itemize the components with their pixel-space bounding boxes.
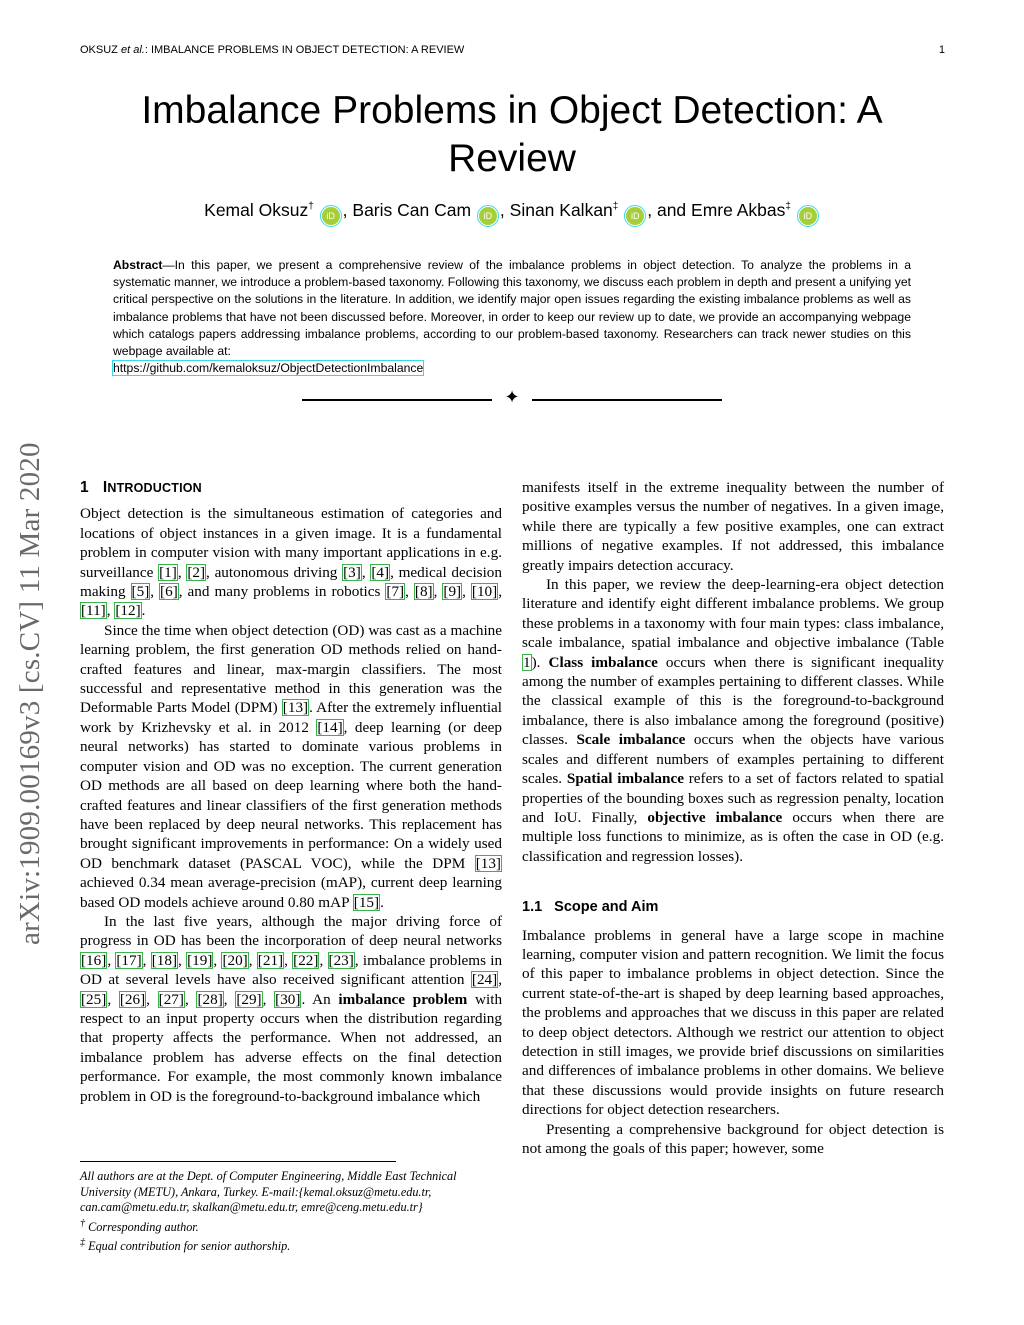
citation-link[interactable]: [5] — [131, 583, 150, 601]
citation-link[interactable]: [13] — [475, 854, 501, 872]
citation-link[interactable]: [9] — [443, 583, 462, 601]
citation-link[interactable]: [11] — [81, 602, 106, 620]
intro-paragraph-4: In this paper, we review the deep-learning-era object detection literature and identify eight different imbalance problems. We group these problems in a taxonomy with four main types: class imbalance, scale imbalance, spatial imbalance and objective imbalance (Table 1). Class imbalance occurs when there is significant inequality among the number of examples pertaining to different classes. While the classical example of this is the foreground-to-background imbalance, there is also imbalance among the foreground (positive) classes. Scale imbalance occurs when the objects have various scales and different numbers of examples pertaining to different scales. Spatial imbalance refers to a set of factors related to spatial properties of the bounding boxes such as regression penalty, location and IoU. Finally, objective imbalance occurs when there are multiple loss functions to minimize, as is often the case in OD (e.g. classification and regression losses). — [522, 576, 945, 865]
author-name: Baris Can Cam — [352, 200, 472, 220]
citation-link[interactable]: [24] — [471, 971, 498, 989]
footnote-equal-contribution: ‡ Equal contribution for senior authorship. — [80, 1237, 291, 1254]
citation-link[interactable]: [1] — [159, 563, 177, 581]
scope-paragraph-2: Presenting a comprehensive background for object detection is not among the goals of this paper; however, some — [522, 1120, 944, 1157]
orcid-icon[interactable]: iD — [322, 207, 340, 225]
author-name: Sinan Kalkan — [509, 200, 613, 220]
orcid-icon[interactable]: iD — [799, 207, 817, 225]
citation-link[interactable]: [29] — [236, 990, 262, 1008]
author-separator: , and — [647, 200, 692, 220]
page-number: 1 — [938, 44, 945, 56]
running-title: OKSUZ et al.: IMBALANCE PROBLEMS IN OBJECT DETECTION: A REVIEW — [80, 44, 465, 56]
citation-link[interactable]: [27] — [158, 990, 184, 1008]
intro-paragraph-1: Object detection is the simultaneous estimation of categories and locations of object instances in a given image. It is a fundamental problem in computer vision with many important applications in e.g. surveillance [1], [2], autonomous driving [3], [4], medical decision making [5], [6], and many problems in robotics [7], [8], [9], [10], [11], [12]. — [80, 505, 503, 620]
citation-link[interactable]: [20] — [222, 951, 248, 969]
abstract-separator — [302, 387, 722, 410]
citation-link[interactable]: [22] — [293, 951, 319, 969]
citation-link[interactable]: [30] — [275, 990, 301, 1008]
intro-paragraph-2: Since the time when object detection (OD) was cast as a machine learning problem, the first generation OD methods relied on hand-crafted features and linear, max-margin classifiers. The most successful and representative method in this generation was the Deformable Parts Model (DPM) [13]. After the extremely influential work by Krizhevsky et al. in 2012 [14], deep learning (or deep neural networks) has started to dominate various problems in computer vision and OD was no exception. The current generation OD methods are all based on deep learning where both the hand-crafted features and linear classifiers of the first generation methods have been replaced by deep neural networks. This replacement has brought significant improvements in performance: On a widely used OD benchmark dataset (PASCAL VOC), while the DPM [13] achieved 0.34 mean average-precision (mAP), current deep learning based OD models achieve around 0.80 mAP [15]. — [80, 621, 502, 911]
separator-diamond-icon: ✦ — [504, 387, 520, 407]
citation-link[interactable]: [7] — [386, 583, 405, 601]
citation-link[interactable]: [12] — [115, 602, 141, 620]
citation-link[interactable]: [3] — [343, 563, 361, 581]
citation-link[interactable]: [19] — [187, 951, 213, 969]
intro-paragraph-3: In the last five years, although the major driving force of progress in OD has been the incorporation of deep neural networks [16], [17], [18], [19], [20], [21], [22], [23], imbalance problems in OD at several levels have also received significant attention [24], [25], [26], [27], [28], [29], [30]. An imbalance problem with respect to an input property occurs when the distribution regarding that property affects the performance. When not addressed, an imbalance problem has adverse effects on the final detection performance. For example, the most commonly known imbalance problem in OD is the foreground-to-background imbalance which — [80, 912, 503, 1105]
citation-link[interactable]: [13] — [282, 699, 309, 717]
footnote-affiliation: All authors are at the Dept. of Computer Engineering, Middle East Technical University (METU), Ankara, Turkey. E-mail:{kemal.oksuz@metu.edu.tr, can.cam@metu.edu.tr, skalkan@metu.edu.tr, emre@ceng.metu.edu.tr} — [80, 1169, 457, 1215]
table-reference-link[interactable]: 1 — [523, 653, 531, 671]
column-right — [522, 478, 944, 1158]
citation-link[interactable]: [10] — [471, 583, 498, 601]
author-name: Emre Akbas — [691, 200, 786, 220]
citation-link[interactable]: [16] — [81, 951, 107, 969]
citation-link[interactable]: [23] — [328, 951, 354, 969]
footnote-corresponding: † Corresponding author. — [80, 1217, 199, 1234]
intro-paragraph-3-continued: manifests itself in the extreme inequality between the number of positive examples versus the number of negatives. In a given image, while there are typically a few positive examples, one can extract millions of negative examples. If not addressed, this imbalance greatly impairs detection accuracy. — [522, 479, 944, 574]
paper-title: Imbalance Problems in Object Detection: A Review — [141, 89, 883, 180]
orcid-icon[interactable]: iD — [479, 207, 497, 225]
citation-link[interactable]: [2] — [187, 563, 206, 581]
arxiv-side-stamp: arXiv:1909.00169v3 [cs.CV] 11 Mar 2020 — [14, 442, 46, 945]
author-separator: , — [342, 200, 353, 220]
citation-link[interactable]: [6] — [160, 583, 178, 601]
citation-link[interactable]: [8] — [414, 583, 433, 601]
citation-link[interactable]: [25] — [81, 990, 107, 1008]
scope-paragraph-1: Imbalance problems in general have a large scope in machine learning, computer vision and pattern recognition. We limit the focus of this paper to imbalance problems in object detection. Since the current state-of-the-art is shaped by deep learning based approaches, the problems and approaches that we discuss in this paper are related to deep object detectors. Although we restrict our attention to object detection in still images, we provide brief discussions on similarities and differences of imbalance problems in other domains. We believe that these discussions would provide insights on future research directions for object detection researchers. — [522, 926, 944, 1119]
citation-link[interactable]: [14] — [317, 718, 343, 736]
citation-link[interactable]: [18] — [151, 951, 178, 969]
abstract-url-link[interactable]: https://github.com/kemaloksuz/ObjectDetectionImbalance — [113, 361, 424, 376]
author-separator: , — [499, 200, 510, 220]
citation-link[interactable]: [21] — [257, 951, 284, 969]
citation-link[interactable]: [4] — [371, 563, 390, 581]
footnote-rule — [80, 1161, 396, 1162]
author-mark: ‡ — [612, 201, 619, 213]
abstract-label: Abstract — [113, 258, 163, 272]
section-heading-introduction: 1 INTRODUCTION — [80, 479, 202, 496]
citation-link[interactable]: [15] — [353, 893, 380, 911]
footnotes — [80, 1161, 502, 1255]
author-list — [100, 200, 924, 225]
author-mark: ‡ — [785, 201, 791, 213]
subsection-heading-scope-and-aim: 1.1 Scope and Aim — [522, 899, 659, 916]
citation-link[interactable]: [26] — [119, 990, 146, 1008]
author-name: Kemal Oksuz — [204, 200, 309, 220]
abstract: Abstract—In this paper, we present a comprehensive review of the imbalance problems in object detection. To analyze the problems in a systematic manner, we introduce a problem-based taxonomy. Following this taxonomy, we discuss each problem in depth and present a unifying yet critical perspective on the solutions in the literature. In addition, we identify major open issues regarding the existing imbalance problems as well as imbalance problems that have not been discussed before. Moreover, in order to keep our review up to date, we provide an accompanying webpage which catalogs papers addressing imbalance problems, according to our problem-based taxonomy. Researchers can track newer studies on this webpage available at: https://github.com/kemaloksuz/ObjectDetectionImbalance — [113, 258, 911, 376]
abstract-text: In this paper, we present a comprehensive review of the imbalance problems in object detection. To analyze the problems in a systematic manner, we introduce a problem-based taxonomy. Following this taxonomy, we discuss each problem in depth and present a unifying yet critical perspective on the solutions in the literature. In addition, we identify major open issues regarding the existing imbalance problems as well as imbalance problems that have not been discussed before. Moreover, in order to keep our review up to date, we provide an accompanying webpage which catalogs papers addressing imbalance problems, according to our problem-based taxonomy. Researchers can track newer studies on this webpage available at: — [113, 258, 911, 359]
author-mark: † — [308, 201, 314, 213]
column-left — [80, 478, 502, 1106]
citation-link[interactable]: [17] — [116, 951, 142, 969]
separator-line-right — [532, 399, 722, 401]
orcid-icon[interactable]: iD — [626, 207, 644, 225]
citation-link[interactable]: [28] — [197, 990, 223, 1008]
